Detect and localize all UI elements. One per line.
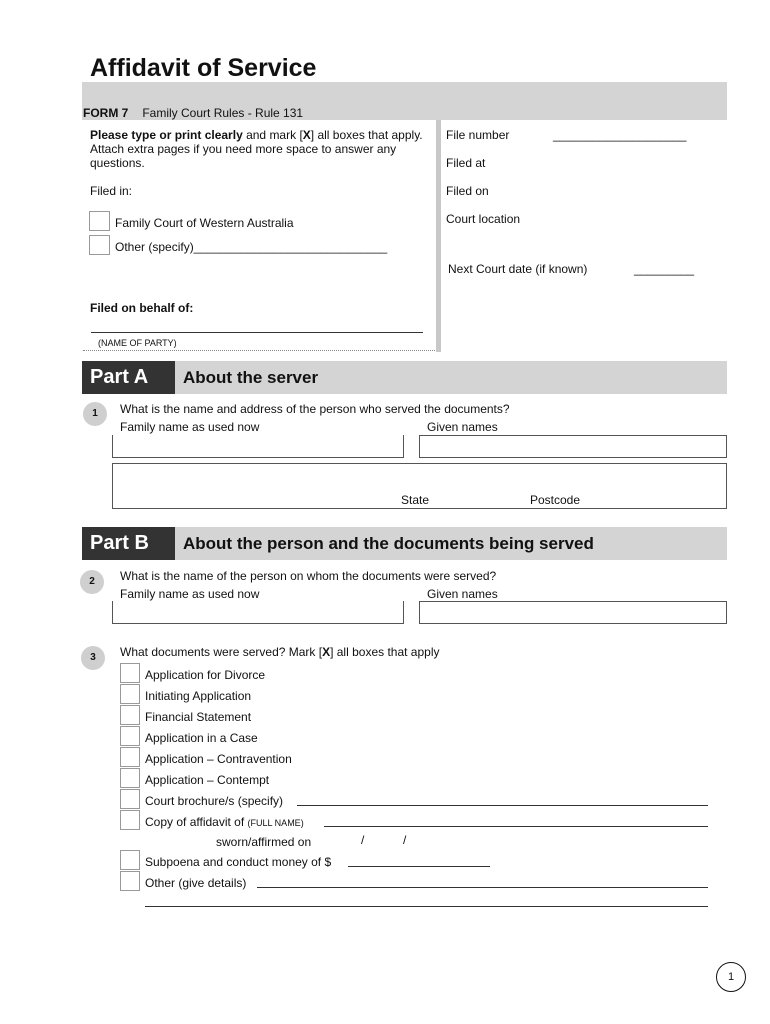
filed-in-family-court-checkbox[interactable] — [89, 211, 110, 231]
file-number-label: File number — [446, 128, 510, 142]
intro-instructions — [90, 128, 425, 170]
doc-copy-affidavit-checkbox[interactable] — [120, 810, 140, 830]
server-state-label: State — [401, 493, 430, 507]
doc-contravention-label: Application – Contravention — [145, 752, 292, 766]
part-a-title: About the server — [183, 368, 319, 387]
doc-subpoena-checkbox[interactable] — [120, 850, 140, 870]
doc-financial-statement-label: Financial Statement — [145, 710, 252, 724]
question-1-text: What is the name and address of the person who served the documents? — [120, 402, 510, 416]
doc-financial-statement-checkbox[interactable] — [120, 705, 140, 725]
part-a-label: Part A — [82, 361, 175, 394]
intro-text-2: ] all boxes that apply. Attach extra pages if you need more space to answer any questions. — [90, 128, 423, 170]
intro-x-mark: X — [302, 128, 311, 142]
server-address-field[interactable] — [112, 463, 727, 487]
intro-text-1: and mark [ — [242, 128, 303, 142]
doc-court-brochure-label: Court brochure/s (specify) — [145, 794, 284, 808]
name-of-party-label: (NAME OF PARTY) — [98, 338, 177, 348]
doc-contempt-label: Application – Contempt — [145, 773, 270, 787]
affidavit-full-name-field[interactable] — [324, 826, 708, 827]
filed-in-other-checkbox[interactable] — [89, 235, 110, 255]
filed-on-label: Filed on — [446, 184, 489, 198]
filed-on-behalf-label: Filed on behalf of: — [90, 301, 194, 315]
doc-application-in-case-checkbox[interactable] — [120, 726, 140, 746]
question-2-text: What is the name of the person on whom the documents were served? — [120, 569, 497, 583]
doc-initiating-application-checkbox[interactable] — [120, 684, 140, 704]
question-3-text — [120, 645, 440, 659]
doc-subpoena-label: Subpoena and conduct money of $ — [145, 855, 332, 869]
part-a-header — [82, 361, 727, 394]
server-given-names-label: Given names — [427, 420, 498, 434]
served-family-name-label: Family name as used now — [120, 587, 260, 601]
part-b-label: Part B — [82, 527, 175, 560]
panel-divider — [436, 120, 441, 352]
party-name-field[interactable] — [91, 332, 423, 333]
form-identifier — [83, 106, 303, 120]
filed-in-label: Filed in: — [90, 184, 133, 198]
question-3-text-a: What documents were served? Mark [ — [120, 645, 323, 659]
next-court-date-label: Next Court date (if known) — [448, 262, 588, 276]
served-family-name-field[interactable] — [112, 601, 404, 624]
sworn-affirmed-label: sworn/affirmed on — [216, 835, 312, 849]
served-given-names-label: Given names — [427, 587, 498, 601]
doc-application-divorce-checkbox[interactable] — [120, 663, 140, 683]
full-name-label: (FULL NAME) — [247, 818, 304, 828]
doc-copy-affidavit-label — [145, 815, 304, 830]
question-3-text-b: ] all boxes that apply — [330, 645, 440, 659]
doc-contravention-checkbox[interactable] — [120, 747, 140, 767]
server-given-names-field[interactable] — [419, 435, 727, 458]
date-separator-1: / — [361, 833, 365, 847]
doc-court-brochure-checkbox[interactable] — [120, 789, 140, 809]
server-family-name-field[interactable] — [112, 435, 404, 458]
next-court-date-field[interactable]: _________ — [634, 262, 695, 276]
page-number: 1 — [716, 962, 746, 992]
copy-affidavit-text: Copy of affidavit of — [145, 815, 245, 829]
form-rule: Family Court Rules - Rule 131 — [142, 106, 304, 120]
doc-other-label: Other (give details) — [145, 876, 247, 890]
question-2-number: 2 — [80, 570, 104, 594]
doc-application-in-case-label: Application in a Case — [145, 731, 258, 745]
date-separator-2: / — [403, 833, 407, 847]
court-location-label: Court location — [446, 212, 521, 226]
question-3-number: 3 — [81, 646, 105, 670]
filed-in-family-court-label: Family Court of Western Australia — [115, 216, 294, 230]
court-brochure-specify-field[interactable] — [297, 805, 708, 806]
doc-other-checkbox[interactable] — [120, 871, 140, 891]
file-number-field[interactable]: ____________________ — [553, 128, 687, 142]
filed-in-other-label: Other (specify)_____________________________ — [115, 240, 388, 254]
doc-initiating-application-label: Initiating Application — [145, 689, 252, 703]
page-title: Affidavit of Service — [90, 54, 317, 82]
doc-application-divorce-label: Application for Divorce — [145, 668, 266, 682]
server-postcode-label: Postcode — [530, 493, 581, 507]
server-family-name-label: Family name as used now — [120, 420, 260, 434]
subpoena-amount-field[interactable] — [348, 866, 490, 867]
other-details-field-line-2[interactable] — [145, 906, 708, 907]
filed-at-label: Filed at — [446, 156, 486, 170]
question-3-x-mark: X — [322, 645, 331, 659]
part-b-title: About the person and the documents being served — [183, 534, 594, 553]
other-details-field[interactable] — [257, 887, 708, 888]
served-given-names-field[interactable] — [419, 601, 727, 624]
form-number: FORM 7 — [83, 106, 129, 120]
question-1-number: 1 — [83, 402, 107, 426]
intro-bold: Please type or print clearly — [90, 128, 243, 142]
doc-contempt-checkbox[interactable] — [120, 768, 140, 788]
